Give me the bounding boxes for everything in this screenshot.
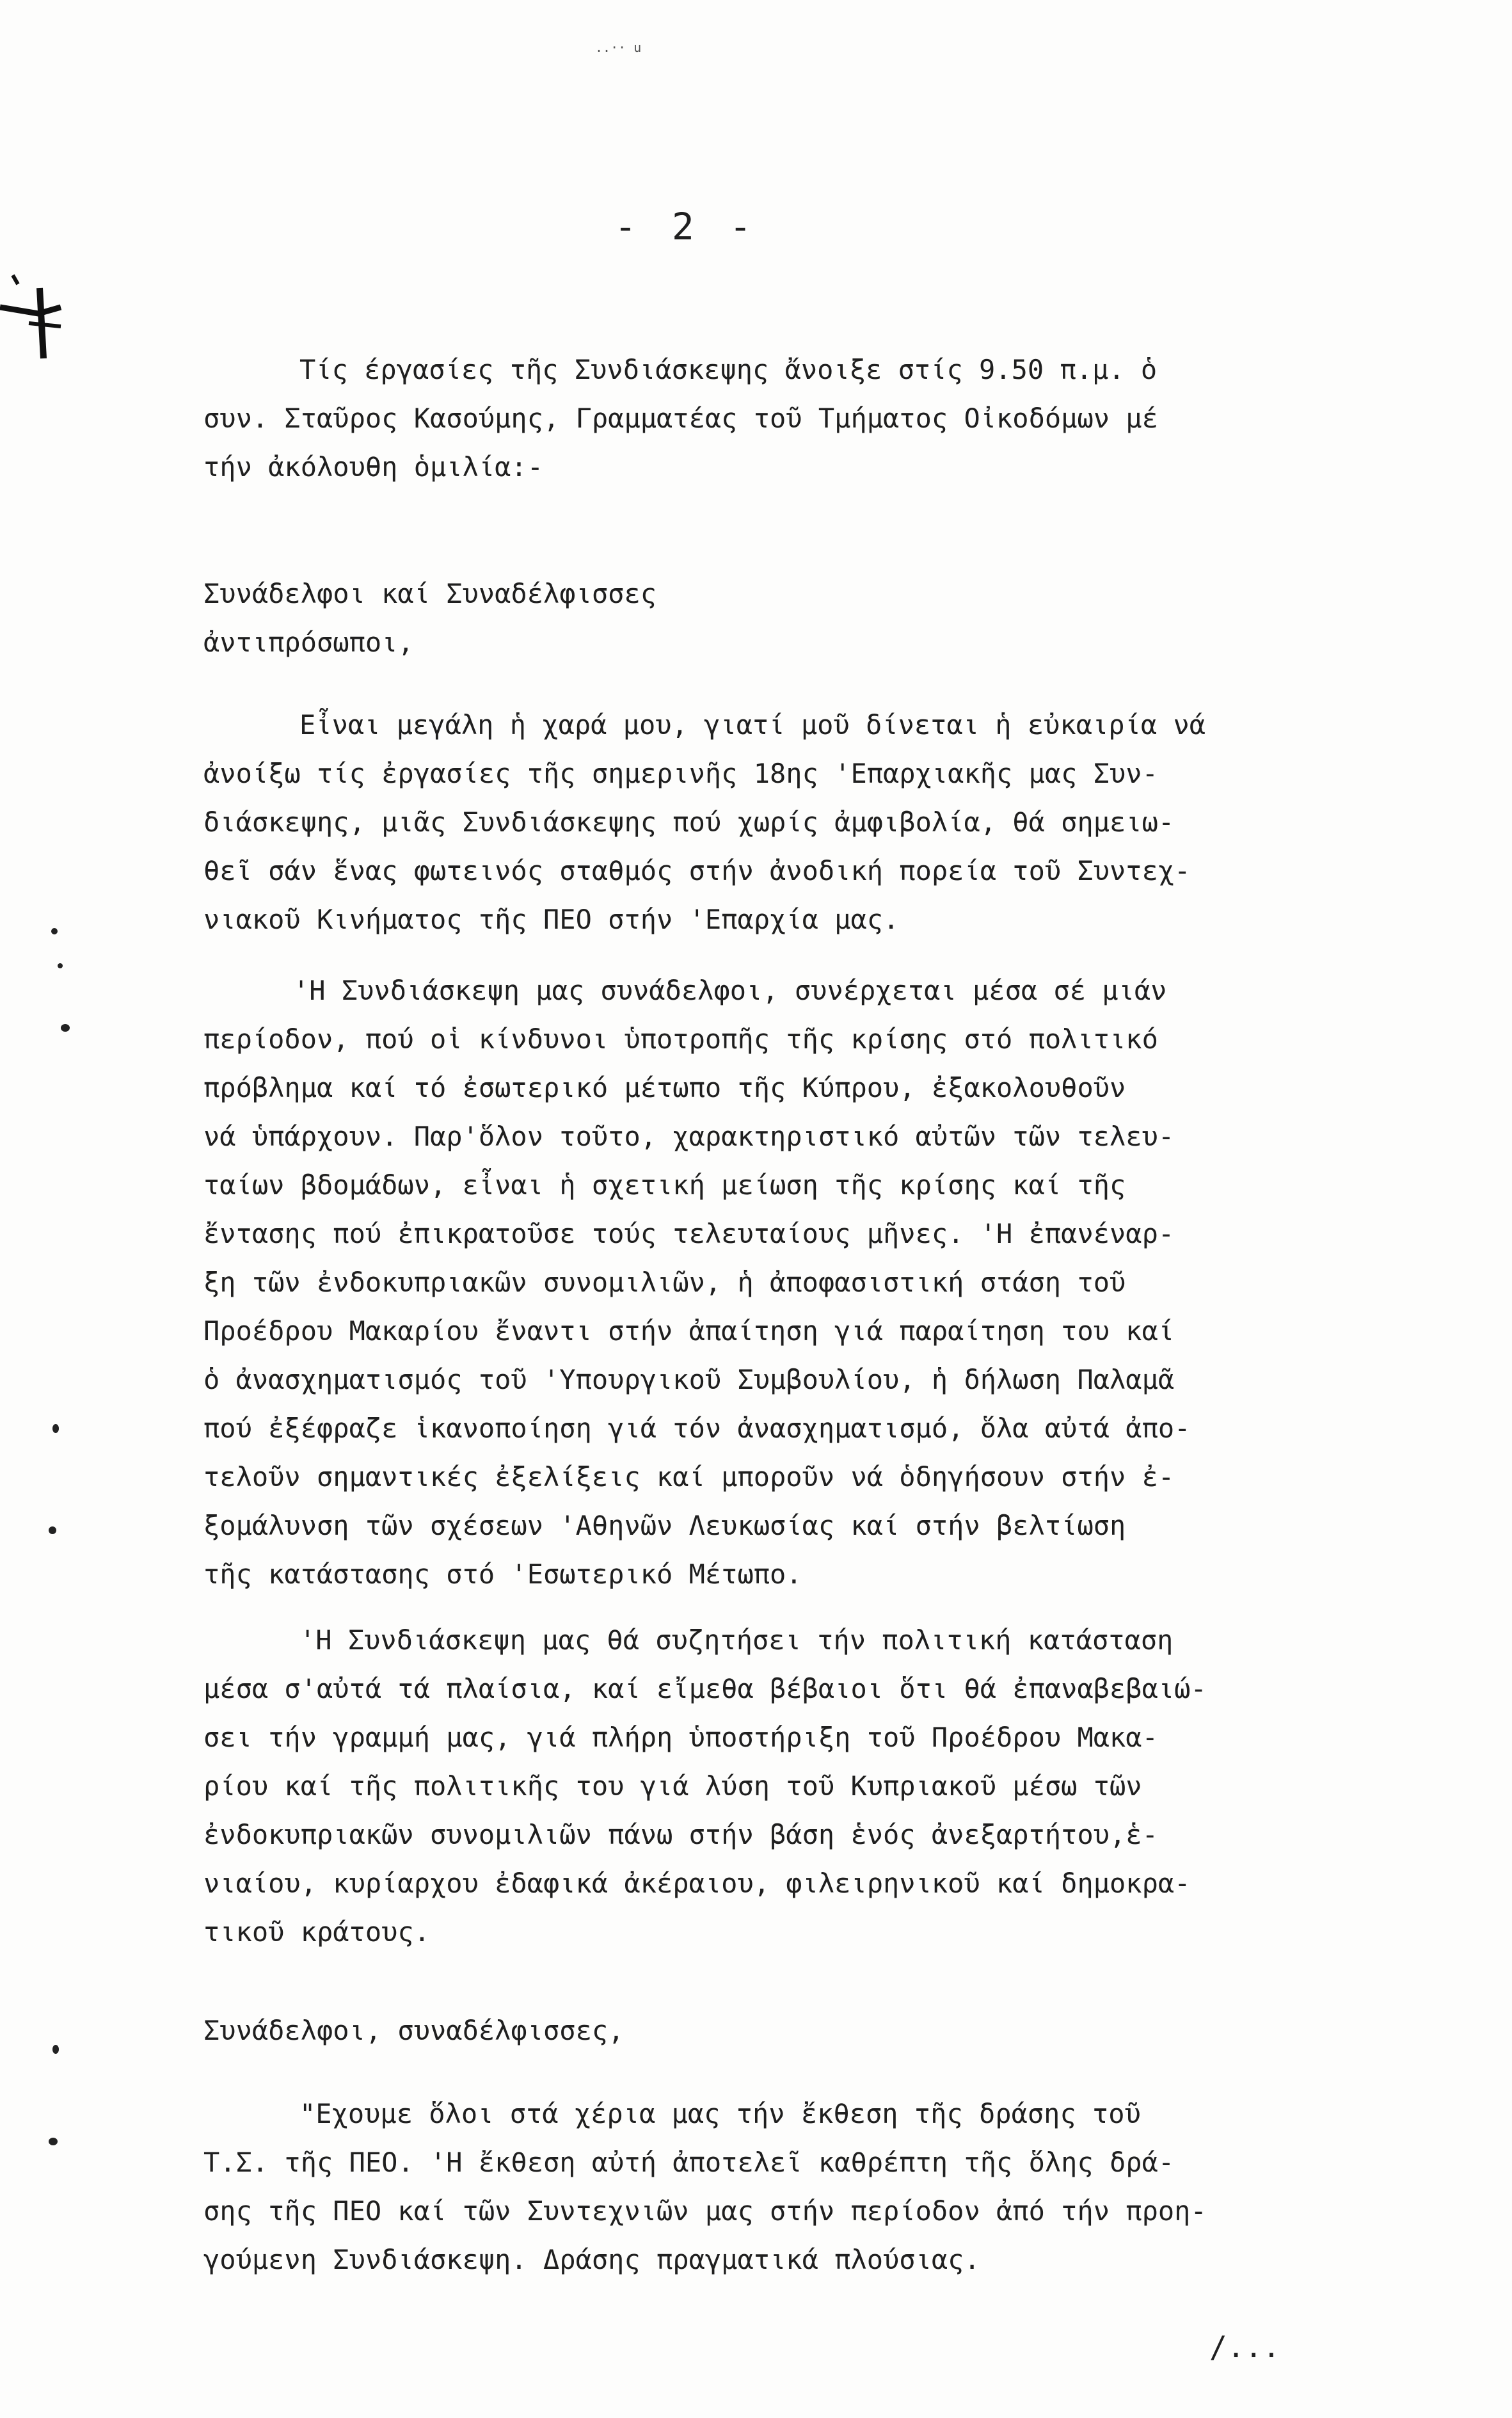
page-number: - 2 - <box>614 205 758 248</box>
top-specks: ..·· u <box>595 40 642 55</box>
text-line: τήν ἀκόλουθη ὁμιλία:- <box>203 451 544 483</box>
text-line: σει τήν γραμμή μας, γιά πλήρη ὑποστήριξη τοῦ Προέδρου Μακα- <box>203 1722 1158 1753</box>
margin-mark-icon <box>0 262 70 365</box>
text-line: Συνάδελφοι, συναδέλφισσες, <box>203 2015 625 2046</box>
text-line: γούμενη Συνδιάσκεψη. Δράσης πραγματικά πλούσιας. <box>203 2244 980 2275</box>
text-line: νά ὑπάρχουν. Παρ'ὅλον τοῦτο, χαρακτηριστικό αὐτῶν τῶν τελευ- <box>203 1121 1175 1152</box>
text-line: Εἶναι μεγάλη ἡ χαρά μου, γιατί μοῦ δίνεται ἡ εὐκαιρία νά <box>299 709 1206 741</box>
text-line: Συνάδελφοι καί Συναδέλφισσες <box>203 578 657 609</box>
text-line: ξη τῶν ἐνδοκυπριακῶν συνομιλιῶν, ἡ ἀποφασιστική στάση τοῦ <box>203 1267 1126 1298</box>
paragraph-report <box>203 2090 1419 2284</box>
text-line: ἀνοίξω τίς ἐργασίες τῆς σημερινῆς 18ης 'Επαρχιακῆς μας Συν- <box>203 758 1158 789</box>
text-line: 'Η Συνδιάσκεψη μας συνάδελφοι, συνέρχεται μέσα σέ μιάν <box>293 975 1167 1006</box>
margin-dot <box>61 1024 70 1032</box>
text-line: διάσκεψης, μιᾶς Συνδιάσκεψης πού χωρίς ἀμφιβολία, θά σημειω- <box>203 806 1175 838</box>
text-line: Τ.Σ. τῆς ΠΕΟ. 'Η ἔκθεση αὐτή ἀποτελεῖ καθρέπτη τῆς ὅλης δρά- <box>203 2147 1175 2178</box>
text-line: μέσα σ'αὐτά τά πλαίσια, καί εἴμεθα βέβαιοι ὅτι θά ἐπαναβεβαιώ- <box>203 1673 1207 1704</box>
paragraph-context <box>203 966 1419 1599</box>
margin-dot <box>58 963 63 968</box>
continuation-mark: /... <box>1209 2330 1280 2364</box>
text-line: Προέδρου Μακαρίου ἔναντι στήν ἀπαίτηση γιά παραίτηση του καί <box>203 1315 1175 1347</box>
text-line: ρίου καί τῆς πολιτικῆς του γιά λύση τοῦ Κυπριακοῦ μέσω τῶν <box>203 1770 1142 1802</box>
margin-dot <box>49 1526 56 1534</box>
text-line: σης τῆς ΠΕΟ καί τῶν Συντεχνιῶν μας στήν περίοδον ἀπό τήν προη- <box>203 2195 1207 2227</box>
text-line: ξομάλυνση τῶν σχέσεων 'Αθηνῶν Λευκωσίας καί στήν βελτίωση <box>203 1510 1126 1541</box>
text-line: ταίων βδομάδων, εἶναι ἡ σχετική μείωση τῆς κρίσης καί τῆς <box>203 1169 1126 1201</box>
margin-dot <box>49 2138 58 2145</box>
text-line: ἀντιπρόσωποι, <box>203 627 414 658</box>
text-line: Τίς έργασίες τῆς Συνδιάσκεψης ἄνοιξε στίς 9.50 π.μ. ὁ <box>299 354 1158 385</box>
margin-dot <box>51 928 58 934</box>
text-line: τελοῦν σημαντικές ἐξελίξεις καί μποροῦν νά ὁδηγήσουν στήν ἐ- <box>203 1461 1175 1493</box>
paragraph-welcome <box>203 701 1419 944</box>
text-line: ἐνδοκυπριακῶν συνομιλιῶν πάνω στήν βάση ἑνός ἀνεξαρτήτου,ἑ- <box>203 1819 1158 1850</box>
text-line: νιαίου, κυρίαρχου ἐδαφικά ἀκέραιου, φιλειρηνικοῦ καί δημοκρα- <box>203 1868 1191 1899</box>
salutation-second <box>203 2006 1419 2055</box>
text-line: περίοδον, πού οἱ κίνδυνοι ὑποτροπῆς τῆς κρίσης στό πολιτικό <box>203 1023 1158 1055</box>
text-line: τικοῦ κράτους. <box>203 1916 431 1948</box>
margin-dot <box>52 1424 59 1433</box>
text-line: ἔντασης πού ἐπικρατοῦσε τούς τελευταίους μῆνες. 'Η ἐπανέναρ- <box>203 1218 1175 1249</box>
text-line: πρόβλημα καί τό ἐσωτερικό μέτωπο τῆς Κύπρου, ἐξακολουθοῦν <box>203 1072 1126 1103</box>
paragraph-politics <box>203 1616 1419 1957</box>
text-line: πού ἐξέφραζε ἱκανοποίηση γιά τόν ἀνασχηματισμό, ὅλα αὐτά ἀπο- <box>203 1413 1191 1444</box>
text-line: "Εχουμε ὅλοι στά χέρια μας τήν ἔκθεση τῆς δράσης τοῦ <box>299 2098 1141 2129</box>
text-line: τῆς κατάστασης στό 'Εσωτερικό Μέτωπο. <box>203 1558 802 1590</box>
text-line: θεῖ σάν ἕνας φωτεινός σταθμός στήν ἀνοδική πορεία τοῦ Συντεχ- <box>203 855 1191 886</box>
text-line: ὁ ἀνασχηματισμός τοῦ 'Υπουργικοῦ Συμβουλίου, ἡ δήλωση Παλαμᾶ <box>203 1364 1175 1395</box>
text-line: νιακοῦ Κινήματος τῆς ΠΕΟ στήν 'Επαρχία μας. <box>203 904 900 935</box>
text-line: συν. Σταῦρος Κασούμης, Γραμματέας τοῦ Τμήματος Οἰκοδόμων μέ <box>203 403 1158 434</box>
salutation <box>203 570 1419 667</box>
text-line: 'Η Συνδιάσκεψη μας θά συζητήσει τήν πολιτική κατάσταση <box>299 1624 1174 1656</box>
paragraph-opening <box>203 346 1419 492</box>
margin-dot <box>52 2045 59 2054</box>
